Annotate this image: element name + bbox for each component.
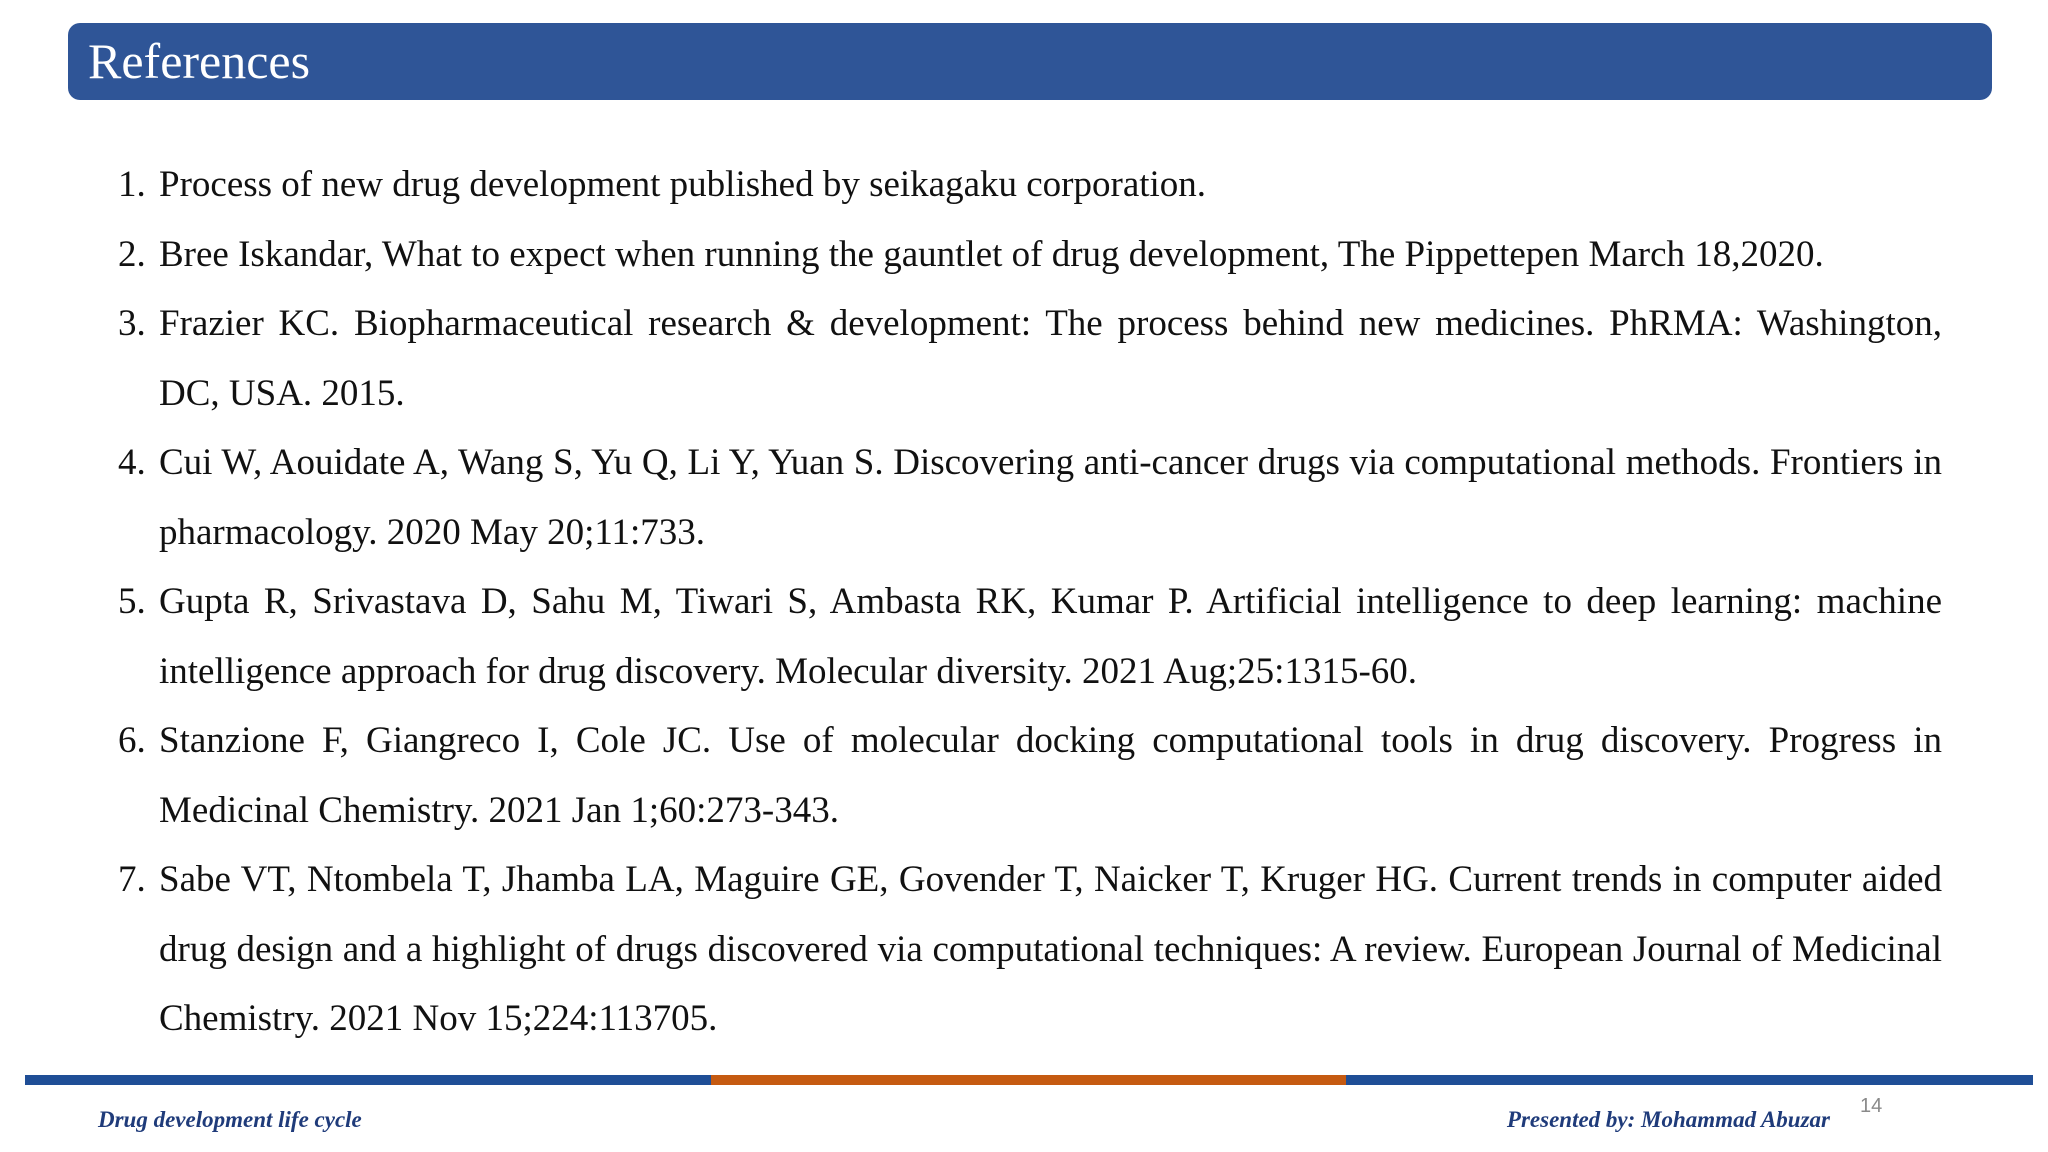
reference-text: Frazier KC. Biopharmaceutical research & development: The process behind new medicines. PhRMA: Washington, DC, USA. 2015.	[159, 303, 1942, 414]
reference-number: 3.	[118, 303, 146, 344]
footer-line-left	[25, 1075, 711, 1085]
title-bar	[68, 23, 1992, 100]
reference-list	[118, 150, 1942, 1054]
slide-title: References	[88, 33, 311, 89]
reference-number: 5.	[118, 581, 146, 622]
footer-presenter: Presented by: Mohammad Abuzar	[1506, 1107, 1830, 1132]
reference-item-4	[118, 428, 1942, 567]
reference-text: Gupta R, Srivastava D, Sahu M, Tiwari S, Ambasta RK, Kumar P. Artificial intelligence to deep learning: machine intelligence approach for drug discovery. Molecular diversity. 2021 Aug;25:1315-60.	[159, 581, 1942, 692]
reference-item-2	[118, 220, 1942, 290]
reference-number: 6.	[118, 720, 146, 761]
footer-line-middle	[711, 1075, 1346, 1085]
reference-text: Process of new drug development published by seikagaku corporation.	[159, 164, 1207, 205]
reference-text: Cui W, Aouidate A, Wang S, Yu Q, Li Y, Yuan S. Discovering anti-cancer drugs via computational methods. Frontiers in pharmacology. 2020 May 20;11:733.	[159, 442, 1942, 553]
page-number: 14	[1860, 1095, 1883, 1117]
reference-text: Sabe VT, Ntombela T, Jhamba LA, Maguire GE, Govender T, Naicker T, Kruger HG. Current trends in computer aided drug design and a highlight of drugs discovered via computational techniques: A review. European Journal of Medicinal Chemistry. 2021 Nov 15;224:113705.	[159, 859, 1942, 1039]
reference-item-7	[118, 845, 1942, 1054]
reference-number: 1.	[118, 164, 146, 205]
reference-number: 4.	[118, 442, 146, 483]
reference-item-5	[118, 567, 1942, 706]
reference-number: 2.	[118, 233, 146, 275]
reference-item-3	[118, 289, 1942, 428]
reference-text: Stanzione F, Giangreco I, Cole JC. Use of molecular docking computational tools in drug discovery. Progress in Medicinal Chemistry. 2021 Jan 1;60:273-343.	[159, 720, 1942, 831]
reference-item-1	[118, 150, 1942, 220]
footer-topic: Drug development life cycle	[98, 1107, 362, 1132]
reference-item-6	[118, 706, 1942, 845]
footer-line-right	[1346, 1075, 2033, 1085]
reference-text: Bree Iskandar, What to expect when running the gauntlet of drug development, The Pippettepen March 18,2020.	[159, 233, 1824, 275]
reference-number: 7.	[118, 859, 146, 900]
